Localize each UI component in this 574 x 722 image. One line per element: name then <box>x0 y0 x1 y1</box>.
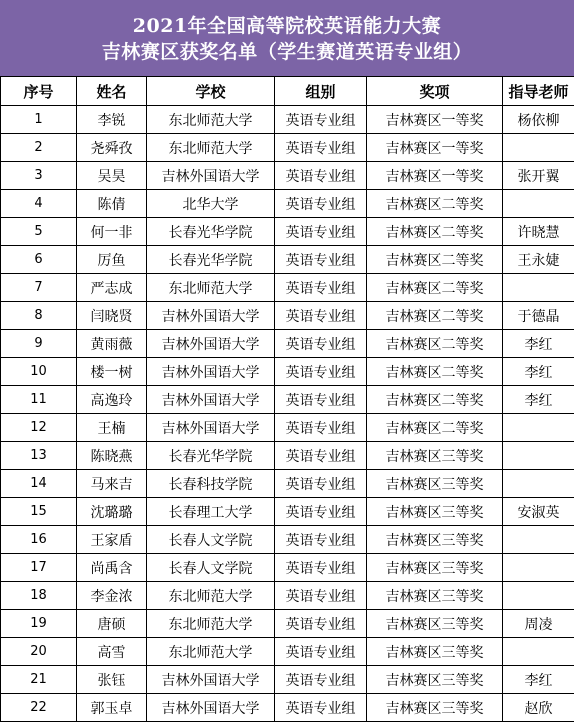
cell-advisor <box>503 582 574 610</box>
cell-group: 英语专业组 <box>275 386 367 414</box>
cell-award: 吉林赛区三等奖 <box>367 442 503 470</box>
cell-group: 英语专业组 <box>275 302 367 330</box>
cell-name: 尧舜孜 <box>77 134 147 162</box>
cell-advisor <box>503 414 574 442</box>
cell-award: 吉林赛区三等奖 <box>367 498 503 526</box>
cell-advisor: 王永婕 <box>503 246 574 274</box>
cell-school: 长春光华学院 <box>147 442 275 470</box>
cell-name: 王楠 <box>77 414 147 442</box>
col-header-group: 组别 <box>275 77 367 106</box>
cell-name: 郭玉卓 <box>77 694 147 722</box>
table-row <box>1 218 574 246</box>
cell-index: 15 <box>1 498 77 526</box>
cell-award: 吉林赛区三等奖 <box>367 638 503 666</box>
cell-index: 14 <box>1 470 77 498</box>
cell-name: 何一非 <box>77 218 147 246</box>
cell-name: 陈晓燕 <box>77 442 147 470</box>
title-line-2: 吉林赛区获奖名单（学生赛道英语专业组） <box>101 41 473 63</box>
cell-index: 11 <box>1 386 77 414</box>
table-row <box>1 162 574 190</box>
cell-advisor: 周凌 <box>503 610 574 638</box>
cell-index: 9 <box>1 330 77 358</box>
table-row <box>1 470 574 498</box>
cell-name: 张钰 <box>77 666 147 694</box>
cell-award: 吉林赛区二等奖 <box>367 190 503 218</box>
cell-name: 李金浓 <box>77 582 147 610</box>
table-row <box>1 554 574 582</box>
cell-award: 吉林赛区二等奖 <box>367 414 503 442</box>
table-row <box>1 246 574 274</box>
cell-name: 黄雨薇 <box>77 330 147 358</box>
col-header-name: 姓名 <box>77 77 147 106</box>
cell-name: 厉鱼 <box>77 246 147 274</box>
cell-advisor <box>503 134 574 162</box>
cell-award: 吉林赛区二等奖 <box>367 330 503 358</box>
col-header-school: 学校 <box>147 77 275 106</box>
cell-school: 吉林外国语大学 <box>147 162 275 190</box>
cell-name: 马来吉 <box>77 470 147 498</box>
table-row <box>1 386 574 414</box>
cell-group: 英语专业组 <box>275 274 367 302</box>
col-header-advisor: 指导老师 <box>503 77 574 106</box>
award-table <box>0 76 574 722</box>
cell-index: 12 <box>1 414 77 442</box>
cell-award: 吉林赛区二等奖 <box>367 218 503 246</box>
cell-name: 高逸玲 <box>77 386 147 414</box>
cell-group: 英语专业组 <box>275 358 367 386</box>
cell-advisor: 安淑英 <box>503 498 574 526</box>
cell-advisor: 李红 <box>503 330 574 358</box>
cell-award: 吉林赛区一等奖 <box>367 106 503 134</box>
cell-advisor: 李红 <box>503 358 574 386</box>
cell-school: 长春理工大学 <box>147 498 275 526</box>
cell-school: 长春人文学院 <box>147 526 275 554</box>
cell-advisor: 李红 <box>503 386 574 414</box>
cell-advisor <box>503 274 574 302</box>
cell-index: 21 <box>1 666 77 694</box>
cell-name: 尚禹含 <box>77 554 147 582</box>
cell-school: 长春光华学院 <box>147 246 275 274</box>
cell-award: 吉林赛区三等奖 <box>367 554 503 582</box>
cell-school: 吉林外国语大学 <box>147 302 275 330</box>
cell-advisor <box>503 442 574 470</box>
cell-school: 长春人文学院 <box>147 554 275 582</box>
cell-name: 严志成 <box>77 274 147 302</box>
table-row <box>1 526 574 554</box>
cell-group: 英语专业组 <box>275 134 367 162</box>
cell-group: 英语专业组 <box>275 526 367 554</box>
table-row <box>1 358 574 386</box>
cell-award: 吉林赛区二等奖 <box>367 302 503 330</box>
cell-name: 高雪 <box>77 638 147 666</box>
cell-award: 吉林赛区一等奖 <box>367 162 503 190</box>
cell-group: 英语专业组 <box>275 106 367 134</box>
table-row <box>1 302 574 330</box>
cell-advisor <box>503 554 574 582</box>
cell-school: 吉林外国语大学 <box>147 386 275 414</box>
cell-index: 13 <box>1 442 77 470</box>
cell-award: 吉林赛区三等奖 <box>367 666 503 694</box>
cell-advisor: 杨依柳 <box>503 106 574 134</box>
cell-index: 8 <box>1 302 77 330</box>
cell-index: 2 <box>1 134 77 162</box>
cell-index: 3 <box>1 162 77 190</box>
cell-index: 17 <box>1 554 77 582</box>
cell-index: 4 <box>1 190 77 218</box>
cell-award: 吉林赛区三等奖 <box>367 470 503 498</box>
cell-award: 吉林赛区三等奖 <box>367 526 503 554</box>
cell-award: 吉林赛区二等奖 <box>367 246 503 274</box>
cell-school: 东北师范大学 <box>147 638 275 666</box>
cell-advisor: 张开翼 <box>503 162 574 190</box>
cell-index: 18 <box>1 582 77 610</box>
table-row <box>1 610 574 638</box>
cell-group: 英语专业组 <box>275 582 367 610</box>
cell-advisor: 李红 <box>503 666 574 694</box>
cell-advisor <box>503 190 574 218</box>
cell-school: 吉林外国语大学 <box>147 414 275 442</box>
cell-advisor: 赵欣 <box>503 694 574 722</box>
table-row <box>1 134 574 162</box>
table-row <box>1 106 574 134</box>
cell-advisor: 于德晶 <box>503 302 574 330</box>
cell-school: 吉林外国语大学 <box>147 330 275 358</box>
title-line-1: 2021年全国高等院校英语能力大赛 <box>132 15 442 37</box>
cell-award: 吉林赛区三等奖 <box>367 582 503 610</box>
cell-group: 英语专业组 <box>275 554 367 582</box>
cell-school: 东北师范大学 <box>147 610 275 638</box>
cell-name: 吴昊 <box>77 162 147 190</box>
cell-advisor <box>503 526 574 554</box>
cell-group: 英语专业组 <box>275 694 367 722</box>
cell-award: 吉林赛区一等奖 <box>367 134 503 162</box>
cell-index: 16 <box>1 526 77 554</box>
cell-group: 英语专业组 <box>275 442 367 470</box>
cell-index: 1 <box>1 106 77 134</box>
cell-group: 英语专业组 <box>275 190 367 218</box>
cell-group: 英语专业组 <box>275 638 367 666</box>
cell-school: 东北师范大学 <box>147 274 275 302</box>
cell-award: 吉林赛区二等奖 <box>367 358 503 386</box>
cell-index: 20 <box>1 638 77 666</box>
cell-school: 吉林外国语大学 <box>147 358 275 386</box>
cell-school: 北华大学 <box>147 190 275 218</box>
table-row <box>1 442 574 470</box>
table-row <box>1 582 574 610</box>
cell-school: 吉林外国语大学 <box>147 666 275 694</box>
table-row <box>1 190 574 218</box>
cell-group: 英语专业组 <box>275 162 367 190</box>
cell-advisor <box>503 638 574 666</box>
cell-index: 7 <box>1 274 77 302</box>
table-body <box>1 106 574 722</box>
header-row <box>1 77 574 106</box>
cell-school: 东北师范大学 <box>147 582 275 610</box>
cell-award: 吉林赛区三等奖 <box>367 610 503 638</box>
cell-award: 吉林赛区三等奖 <box>367 694 503 722</box>
cell-school: 长春科技学院 <box>147 470 275 498</box>
table-row <box>1 666 574 694</box>
cell-school: 吉林外国语大学 <box>147 694 275 722</box>
cell-school: 东北师范大学 <box>147 106 275 134</box>
cell-group: 英语专业组 <box>275 218 367 246</box>
cell-name: 李锐 <box>77 106 147 134</box>
cell-name: 王家盾 <box>77 526 147 554</box>
cell-award: 吉林赛区二等奖 <box>367 386 503 414</box>
cell-group: 英语专业组 <box>275 666 367 694</box>
cell-group: 英语专业组 <box>275 498 367 526</box>
cell-index: 19 <box>1 610 77 638</box>
cell-award: 吉林赛区二等奖 <box>367 274 503 302</box>
cell-group: 英语专业组 <box>275 246 367 274</box>
cell-index: 22 <box>1 694 77 722</box>
cell-group: 英语专业组 <box>275 414 367 442</box>
col-header-award: 奖项 <box>367 77 503 106</box>
cell-index: 5 <box>1 218 77 246</box>
cell-name: 闫晓贤 <box>77 302 147 330</box>
cell-school: 长春光华学院 <box>147 218 275 246</box>
table-row <box>1 414 574 442</box>
cell-name: 沈璐璐 <box>77 498 147 526</box>
table-row <box>1 694 574 722</box>
col-header-index: 序号 <box>1 77 77 106</box>
table-row <box>1 274 574 302</box>
table-row <box>1 638 574 666</box>
table-row <box>1 330 574 358</box>
cell-advisor <box>503 470 574 498</box>
cell-group: 英语专业组 <box>275 610 367 638</box>
cell-group: 英语专业组 <box>275 470 367 498</box>
cell-name: 唐硕 <box>77 610 147 638</box>
cell-advisor: 许晓慧 <box>503 218 574 246</box>
cell-index: 10 <box>1 358 77 386</box>
table-row <box>1 498 574 526</box>
cell-school: 东北师范大学 <box>147 134 275 162</box>
cell-index: 6 <box>1 246 77 274</box>
title-banner <box>0 0 574 76</box>
cell-name: 陈倩 <box>77 190 147 218</box>
cell-name: 楼一树 <box>77 358 147 386</box>
cell-group: 英语专业组 <box>275 330 367 358</box>
